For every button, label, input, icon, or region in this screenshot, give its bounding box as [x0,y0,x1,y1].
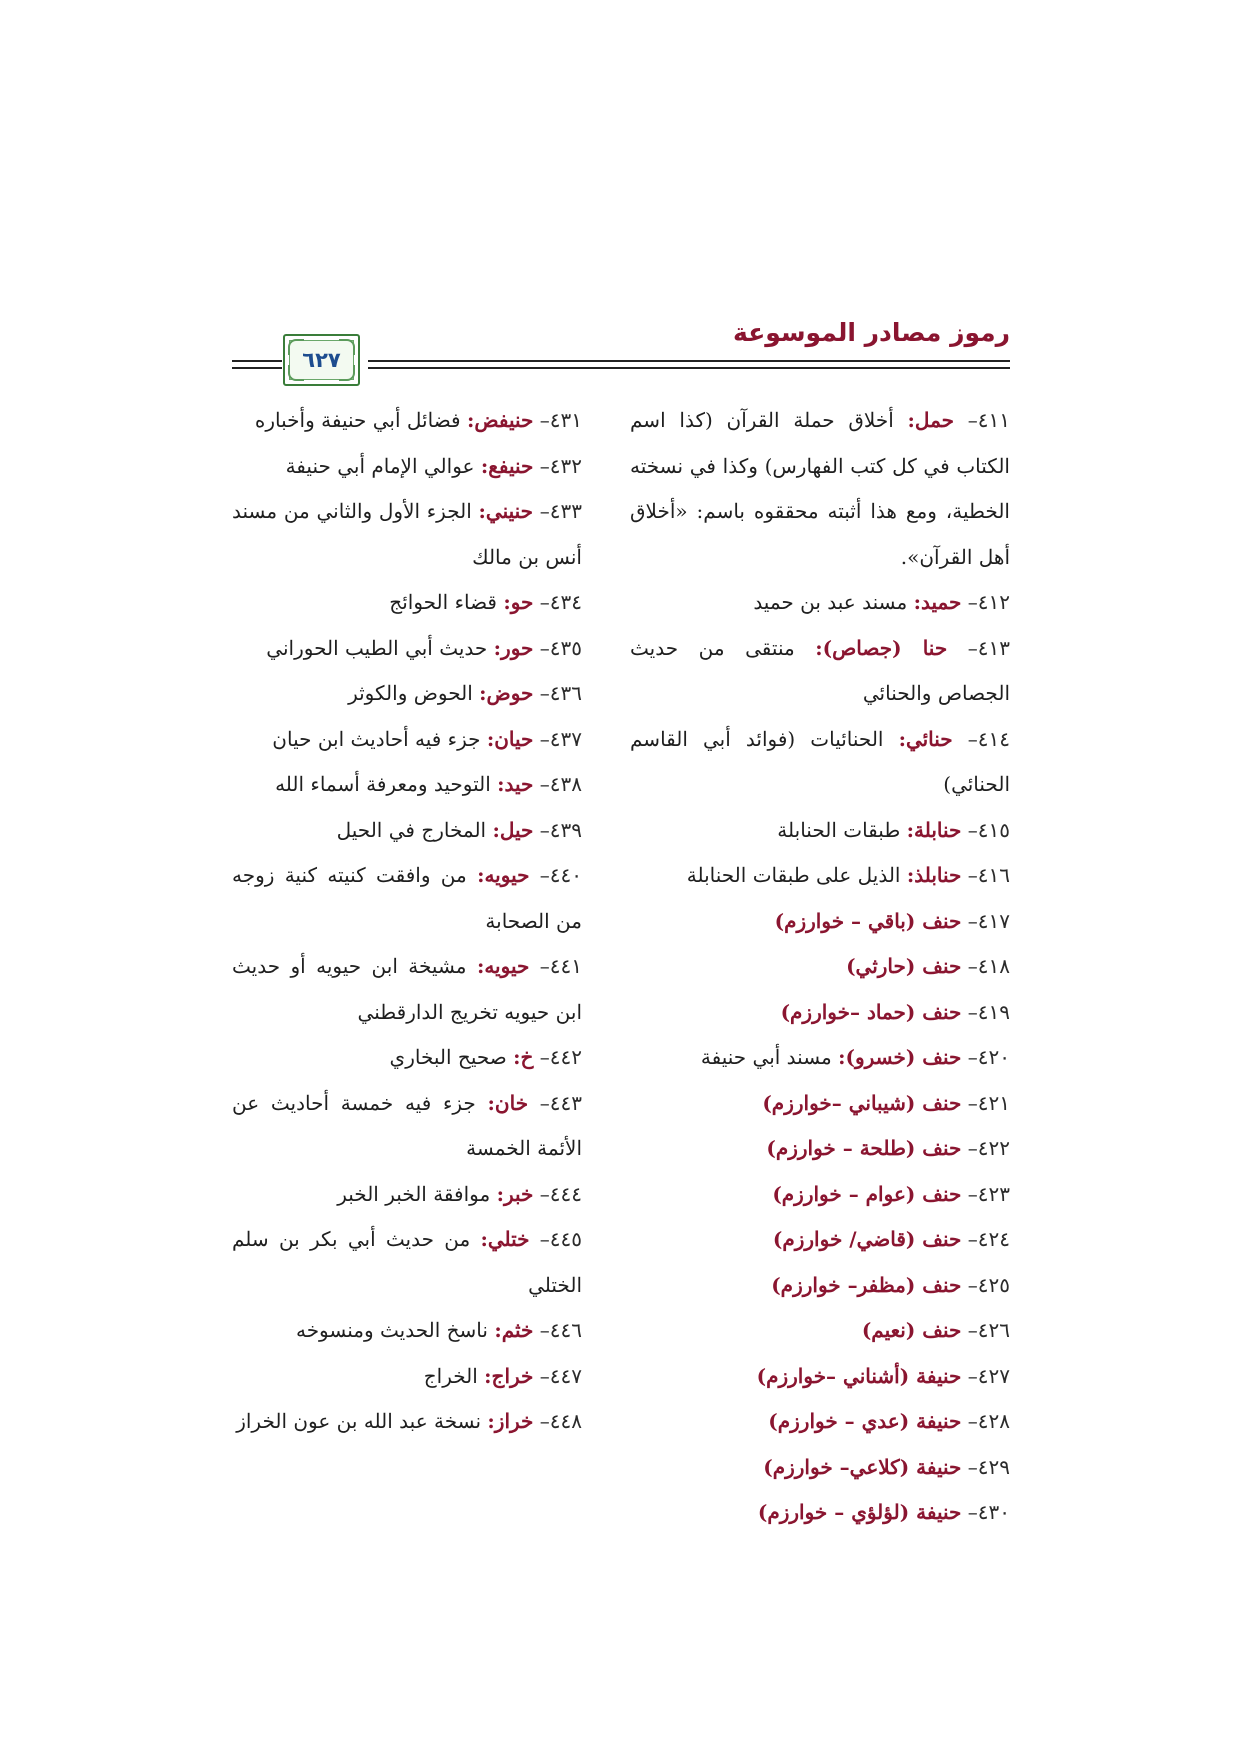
entry-title: مسند أبي حنيفة [700,1045,832,1069]
entry-number: ٤١٩ [977,999,1010,1024]
entry-number: ٤٤٢ [549,1045,582,1069]
entry-code: حنف (شيباني –خوارزم) [762,1090,962,1115]
header-rule [368,360,1010,362]
list-item [630,1308,1010,1354]
entry-separator: – [961,1045,978,1069]
entry-number: ٤١٤ [977,726,1010,751]
list-item [630,1354,1010,1400]
list-item [630,808,1010,854]
entry-title: حديث أبي الطيب الحوراني [266,635,488,660]
entry-separator: – [533,635,550,660]
entry-number: ٤٢٤ [977,1227,1010,1251]
entry-number: ٤٣٠ [977,1500,1010,1524]
header-rule [232,360,282,362]
entry-number: ٤٤٨ [549,1409,582,1433]
entry-code: حور: [493,635,534,660]
entry-number: ٤١٣ [977,635,1011,660]
entry-title: المخارج في الحيل [336,817,487,842]
page-number-ornament [283,334,360,386]
entry-number: ٤٢٨ [977,1409,1010,1433]
entry-code: خراز: [487,1409,534,1433]
entry-separator: – [947,635,978,660]
entry-code: حيويه: [476,954,530,978]
entry-number: ٤٢٥ [977,1272,1010,1297]
right-column [630,398,1010,1536]
list-item [232,1217,582,1308]
left-column [232,398,582,1445]
entry-code: حميد: [913,590,962,614]
entry-code: حوض: [479,681,534,705]
entry-number: ٤٤٥ [549,1227,583,1251]
entry-code: حنيني: [478,499,534,523]
entry-separator: – [533,1363,550,1388]
entry-title: طبقات الحنابلة [777,817,901,842]
entry-separator: – [961,1090,978,1115]
entry-title: مشيخة ابن حيويه أو حديث ابن حيويه تخريج الدارقطني [232,954,582,1024]
entry-code: حو: [503,590,534,614]
entry-code: حمل: [907,408,955,432]
list-item [232,1081,582,1172]
entry-separator: – [954,408,978,432]
entry-title: الخراج [423,1363,478,1388]
entry-separator: – [533,1409,550,1433]
entry-code: حنف (حارثي) [846,954,962,978]
entry-code: حيويه: [477,863,530,887]
entry-code: حنيفض: [466,408,534,432]
entry-title: نسخة عبد الله بن عون الخراز [236,1409,482,1433]
entry-separator: – [533,1181,550,1206]
list-item [232,1354,582,1400]
list-item [630,398,1010,580]
entry-separator: – [961,590,978,614]
list-item [232,1308,582,1354]
entry-title: ناسخ الحديث ومنسوخه [295,1318,488,1342]
page-number: ٦٢٧ [302,348,341,372]
entry-separator: – [952,726,978,751]
entry-separator: – [961,1181,978,1206]
list-item [630,1217,1010,1263]
entry-number: ٤٣١ [549,408,582,432]
list-item [630,853,1010,899]
list-item [630,1263,1010,1309]
entry-number: ٤١٥ [977,817,1010,842]
entry-number: ٤٢٧ [977,1363,1010,1388]
entry-separator: – [529,954,550,978]
entry-separator: – [961,1500,978,1524]
entry-title: الحوض والكوثر [348,681,473,705]
list-item [630,990,1010,1036]
list-item [630,1172,1010,1218]
entry-number: ٤٢١ [977,1090,1010,1115]
entry-separator: – [533,726,550,751]
entry-separator: – [961,1227,978,1251]
entry-code: خ: [513,1045,534,1069]
header-rule [368,367,1010,369]
entry-separator: – [533,453,550,478]
entry-number: ٤١٨ [977,954,1010,978]
entry-code: حيل: [492,817,534,842]
entry-code: حنف (باقي – خوارزم) [774,908,962,933]
list-item [232,1172,582,1218]
entry-title: أخلاق حملة القرآن (كذا اسم الكتاب في كل كتب الفهارس) وكذا في نسخته الخطية، ومع هذا أثبته محققوه باسم: «أخلاق أهل القرآن». [630,408,1010,569]
entry-separator: – [533,817,550,842]
entry-separator: – [961,817,978,842]
entry-number: ٤١٢ [977,590,1010,614]
entry-number: ٤٢٩ [977,1454,1010,1479]
entry-title: من وافقت كنيته كنية زوجه من الصحابة [232,863,582,933]
entry-number: ٤٤٧ [549,1363,582,1388]
list-item [630,899,1010,945]
entry-code: حنا (جصاص): [815,635,948,660]
entry-number: ٤٤٣ [549,1090,583,1115]
entry-title: الحنائيات (فوائد أبي القاسم الحنائي) [630,726,1010,796]
entry-number: ٤٤٤ [549,1181,582,1206]
entry-code: حيد: [497,772,534,796]
list-item [232,762,582,808]
entry-number: ٤٢٠ [977,1045,1010,1069]
list-item [232,1035,582,1081]
entry-code: حنيفة (عدي – خوارزم) [768,1409,962,1433]
list-item [630,1445,1010,1491]
entry-code: خبر: [496,1181,534,1206]
entry-code: خراج: [484,1363,534,1388]
entry-title: قضاء الحوائج [389,590,497,614]
list-item [232,717,582,763]
list-item [630,717,1010,808]
entry-separator: – [961,1454,978,1479]
entry-number: ٤٣٥ [549,635,582,660]
entry-separator: – [961,1409,978,1433]
list-item [630,1399,1010,1445]
list-item [630,580,1010,626]
entry-number: ٤٤١ [549,954,583,978]
entry-code: حنف (خسرو): [838,1045,962,1069]
entry-separator: – [961,954,978,978]
entry-number: ٤٣٩ [549,817,582,842]
entry-number: ٤٣٤ [549,590,582,614]
list-item [232,1399,582,1445]
entry-code: حنف (نعيم) [861,1318,962,1342]
list-item [630,1035,1010,1081]
entry-separator: – [529,1227,550,1251]
entry-code: حنف (عوام – خوارزم) [772,1181,962,1206]
entry-separator: – [961,1272,978,1297]
entry-title: الذيل على طبقات الحنابلة [686,863,901,887]
list-item [630,1126,1010,1172]
entry-number: ٤٤٠ [549,863,583,887]
entry-separator: – [533,772,550,796]
entry-separator: – [528,1090,550,1115]
list-item [232,580,582,626]
entry-title: موافقة الخبر الخبر [337,1181,491,1206]
entry-separator: – [961,1136,978,1160]
entry-code: خان: [487,1090,529,1115]
entry-number: ٤٢٦ [977,1318,1010,1342]
entry-title: من حديث أبي بكر بن سلم الختلي [232,1227,582,1297]
entry-number: ٤٣٦ [549,681,582,705]
entry-code: حنف (مظفر– خوارزم) [771,1272,962,1297]
entry-number: ٤٣٧ [549,726,582,751]
entry-code: حنابلذ: [906,863,962,887]
entry-separator: – [533,1045,550,1069]
entry-separator: – [961,863,978,887]
entry-code: حنيفة (لؤلؤي – خوارزم) [757,1500,962,1524]
entry-code: حيان: [486,726,534,751]
header-rule [232,367,282,369]
list-item [232,671,582,717]
entry-number: ٤٤٦ [549,1318,582,1342]
entry-separator: – [533,1318,550,1342]
entry-code: خثم: [494,1318,534,1342]
list-item [630,1081,1010,1127]
entry-title: الجزء الأول والثاني من مسند أنس بن مالك [232,499,582,569]
entry-code: حنيفة (أشناني –خوارزم) [756,1363,962,1388]
entry-number: ٤٢٣ [977,1181,1010,1206]
entry-number: ٤١١ [977,408,1011,432]
entry-title: صحيح البخاري [389,1045,507,1069]
list-item [630,626,1010,717]
list-item [232,808,582,854]
list-item [232,944,582,1035]
entry-title: التوحيد ومعرفة أسماء الله [275,772,491,796]
list-item [630,944,1010,990]
entry-number: ٤١٧ [977,908,1010,933]
entry-separator: – [533,681,550,705]
entry-separator: – [533,590,550,614]
entry-title: مسند عبد بن حميد [753,590,908,614]
entry-separator: – [961,1318,978,1342]
list-item [232,489,582,580]
entry-code: حنيفع: [480,453,534,478]
entry-title: جزء فيه خمسة أحاديث عن الأئمة الخمسة [232,1090,582,1160]
list-item [232,853,582,944]
entry-number: ٤٣٨ [549,772,582,796]
entry-title: فضائل أبي حنيفة وأخباره [254,408,461,432]
entry-code: حنف (طلحة – خوارزم) [766,1136,962,1160]
entry-separator: – [529,863,550,887]
entry-title: منتقى من حديث الجصاص والحنائي [630,635,1010,705]
entry-number: ٤١٦ [977,863,1010,887]
entry-separator: – [533,408,550,432]
list-item [630,1490,1010,1536]
entry-separator: – [961,1363,978,1388]
list-item [232,626,582,672]
entry-number: ٤٣٢ [549,453,582,478]
entry-code: حنيفة (كلاعي– خوارزم) [763,1454,962,1479]
entry-title: جزء فيه أحاديث ابن حيان [272,726,481,751]
entry-number: ٤٣٣ [549,499,583,523]
entry-code: حنف (قاضي/ خوارزم) [772,1227,962,1251]
entry-number: ٤٢٢ [977,1136,1010,1160]
entry-separator: – [533,499,550,523]
running-title: رموز مصادر الموسوعة [733,318,1010,347]
entry-code: حنائي: [898,726,953,751]
entry-code: ختلي: [480,1227,530,1251]
entry-code: حنابلة: [906,817,962,842]
entry-separator: – [961,999,978,1024]
entry-separator: – [961,908,978,933]
entry-title: عوالي الإمام أبي حنيفة [285,453,475,478]
list-item [232,444,582,490]
list-item [232,398,582,444]
entry-code: حنف (حماد –خوارزم) [780,999,962,1024]
